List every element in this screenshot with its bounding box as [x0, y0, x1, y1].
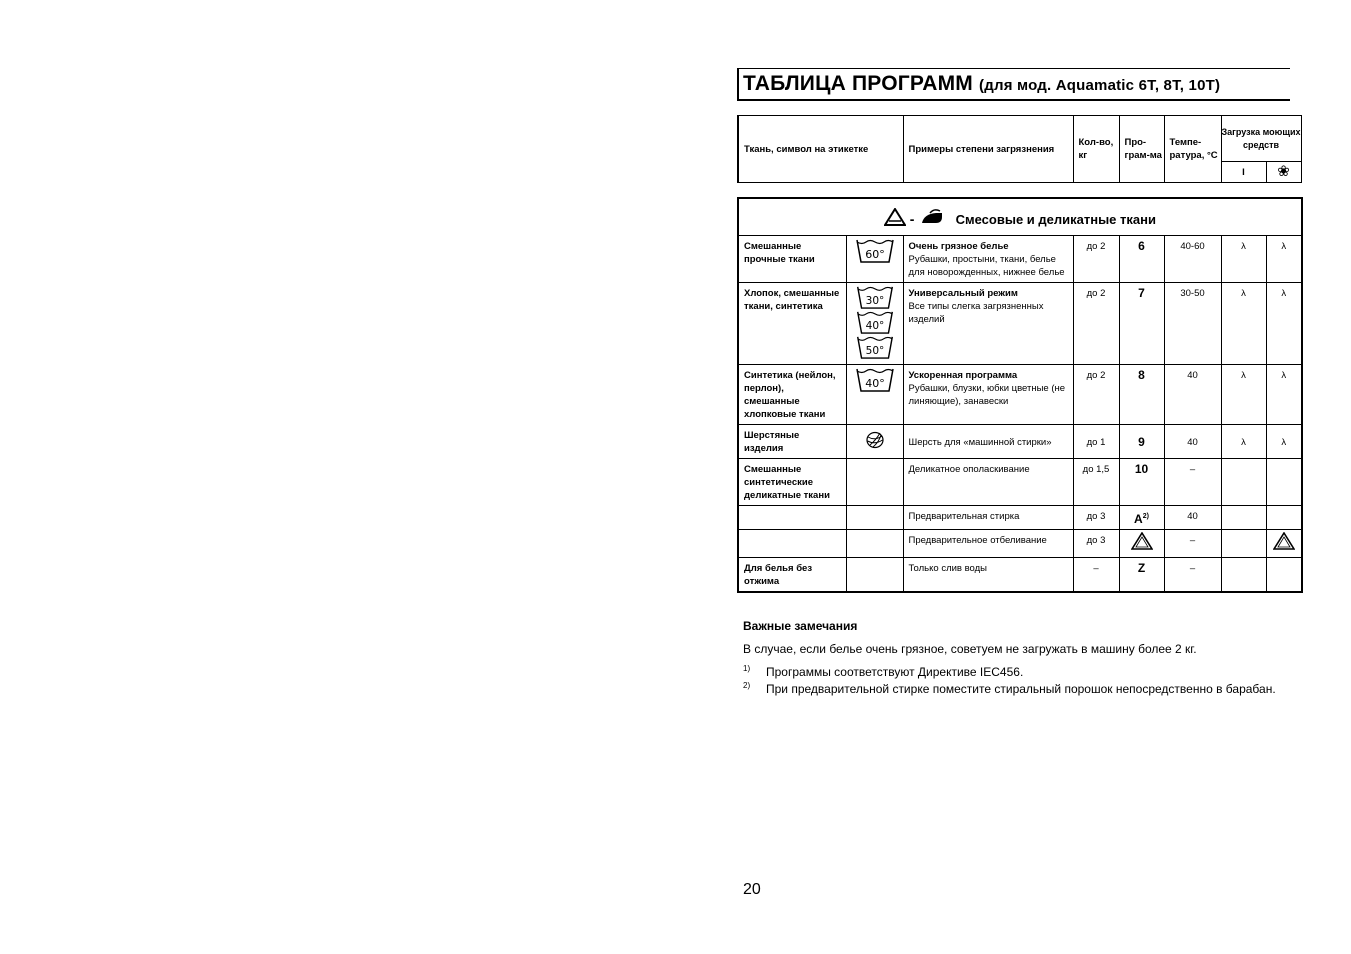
fabric-cell: Хлопок, смешанные ткани, синтетика — [738, 283, 846, 365]
triangle-bleach-icon — [884, 208, 906, 226]
detergent2-cell: λ — [1266, 236, 1302, 283]
qty-cell: – — [1073, 558, 1119, 593]
detergent2-cell — [1266, 558, 1302, 593]
symbol-cell — [846, 558, 903, 593]
table-row — [738, 530, 1302, 558]
symbol-cell — [846, 530, 903, 558]
symbol-cell — [846, 506, 903, 530]
desc-cell — [903, 236, 1073, 283]
notes-title: Важные замечания — [743, 619, 858, 633]
detergent1-cell: λ — [1221, 425, 1266, 459]
washtub-50-icon — [856, 335, 894, 360]
footnote-text: Программы соответствуют Директиве IEC456. — [766, 665, 1024, 679]
program-cell: 9 — [1119, 425, 1164, 459]
symbol-cell — [846, 425, 903, 459]
section-title: Смесовые и деликатные ткани — [955, 212, 1156, 227]
footnote-mark: 1) — [743, 664, 751, 673]
desc-title: Ускоренная программа — [908, 370, 1018, 381]
title-sub: (для мод. Aquamatic 6T, 8T, 10T) — [979, 77, 1221, 94]
temp-cell: 40 — [1164, 365, 1221, 425]
desc-text: Рубашки, простыни, ткани, белье для новорожденных, нижнее белье — [908, 254, 1065, 278]
footnote — [743, 665, 1289, 680]
detergent1-cell — [1221, 530, 1266, 558]
header-detergent: Загрузка моющих средств — [1221, 116, 1301, 162]
detergent1-cell: λ — [1221, 365, 1266, 425]
desc-text: Предварительное отбеливание — [903, 530, 1073, 558]
washtub-temp-label: 40° — [864, 377, 885, 390]
fabric-cell: Смешанные синтетические деликатные ткани — [738, 459, 846, 506]
temp-cell: – — [1164, 558, 1221, 593]
table-row — [738, 425, 1302, 459]
program-cell: 8 — [1119, 365, 1164, 425]
temp-cell: – — [1164, 530, 1221, 558]
qty-cell: до 3 — [1073, 530, 1119, 558]
temp-cell: 40-60 — [1164, 236, 1221, 283]
qty-cell: до 2 — [1073, 365, 1119, 425]
title-box — [737, 68, 1290, 101]
section-row — [738, 198, 1302, 236]
temp-cell: 40 — [1164, 506, 1221, 530]
footnote-mark: 2) — [743, 681, 751, 690]
program-table — [737, 197, 1303, 593]
header-detergent-col2 — [1266, 162, 1301, 183]
symbol-cell — [846, 459, 903, 506]
header-temp: Темпе-ратура, °С — [1164, 116, 1221, 183]
header-fabric: Ткань, символ на этикетке — [738, 116, 903, 183]
desc-text: Деликатное ополаскивание — [903, 459, 1073, 506]
qty-cell: до 1,5 — [1073, 459, 1119, 506]
washtub-40-icon — [856, 310, 894, 335]
washtub-30-icon — [856, 285, 894, 310]
section-header: - Смесовые и деликатные ткани — [738, 198, 1302, 236]
detergent2-cell — [1266, 506, 1302, 530]
desc-text: Шерсть для «машинной стирки» — [903, 425, 1073, 459]
desc-text: Только слив воды — [903, 558, 1073, 593]
detergent2-cell — [1266, 530, 1302, 558]
desc-title: Очень грязное белье — [908, 241, 1009, 252]
fabric-cell: Шерстяные изделия — [738, 425, 846, 459]
desc-text: Все типы слегка загрязненных изделий — [908, 301, 1044, 325]
detergent1-cell: λ — [1221, 283, 1266, 365]
notes-text: В случае, если белье очень грязное, советуем не загружать в машину более 2 кг. — [743, 642, 1197, 656]
header-qty: Кол-во, кг — [1073, 116, 1119, 183]
table-row — [738, 459, 1302, 506]
qty-cell: до 2 — [1073, 236, 1119, 283]
washtub-temp-label: 50° — [865, 345, 884, 358]
detergent1-cell: λ — [1221, 236, 1266, 283]
program-cell: 6 — [1119, 236, 1164, 283]
program-cell: $A^{2)}$ — [1119, 506, 1164, 530]
fabric-cell — [738, 506, 846, 530]
temp-cell: – — [1164, 459, 1221, 506]
table-row — [738, 236, 1302, 283]
program-cell: 7 — [1119, 283, 1164, 365]
detergent2-cell: λ — [1266, 365, 1302, 425]
symbol-cell — [846, 283, 903, 365]
symbol-cell — [846, 236, 903, 283]
qty-cell: до 1 — [1073, 425, 1119, 459]
qty-cell: до 2 — [1073, 283, 1119, 365]
program-cell — [1119, 530, 1164, 558]
fabric-cell: Для белья без отжима — [738, 558, 846, 593]
detergent2-cell: λ — [1266, 283, 1302, 365]
desc-cell — [903, 283, 1073, 365]
symbol-cell — [846, 365, 903, 425]
qty-cell: до 3 — [1073, 506, 1119, 530]
detergent1-cell — [1221, 459, 1266, 506]
washtub-temp-label: 40° — [865, 320, 884, 333]
header-detergent-col1: I — [1221, 162, 1266, 183]
washtub-temp-label: 60° — [864, 248, 885, 261]
page-number: 20 — [743, 881, 761, 898]
flower-icon: ❀ — [1277, 163, 1290, 180]
header-examples: Примеры степени загрязнения — [903, 116, 1073, 183]
header-table — [737, 115, 1302, 183]
fabric-cell: Синтетика (нейлон, перлон), смешанные хлопковые ткани — [738, 365, 846, 425]
table-row — [738, 558, 1302, 593]
desc-title: Универсальный режим — [908, 288, 1018, 299]
wool-ball-icon — [865, 431, 885, 449]
detergent1-cell — [1221, 506, 1266, 530]
table-row — [738, 283, 1302, 365]
table-row — [738, 365, 1302, 425]
detergent1-cell — [1221, 558, 1266, 593]
bleach-triangle-icon — [1131, 532, 1153, 550]
page-title — [743, 72, 1220, 96]
fabric-cell: Смешанные прочные ткани — [738, 236, 846, 283]
temp-cell: 40 — [1164, 425, 1221, 459]
desc-cell — [903, 365, 1073, 425]
desc-text: Рубашки, блузки, юбки цветные (не линяющие), занавески — [908, 383, 1066, 407]
washtub-40-icon — [856, 367, 894, 393]
detergent2-cell — [1266, 459, 1302, 506]
desc-text: Предварительная стирка — [903, 506, 1073, 530]
fabric-cell — [738, 530, 846, 558]
detergent2-cell: λ — [1266, 425, 1302, 459]
washtub-temp-label: 30° — [865, 295, 884, 308]
temp-cell: 30-50 — [1164, 283, 1221, 365]
bleach-triangle-icon — [1273, 532, 1295, 550]
header-program: Про-грам-ма — [1119, 116, 1164, 183]
notes-section — [743, 619, 1289, 699]
iron-icon — [918, 208, 946, 226]
title-main: ТАБЛИЦА ПРОГРАММ — [743, 72, 973, 95]
footnote — [743, 682, 1289, 697]
washtub-60-icon — [856, 238, 894, 264]
program-cell: Z — [1119, 558, 1164, 593]
footnote-text: При предварительной стирке поместите стиральный порошок непосредственно в барабан. — [766, 682, 1276, 696]
table-row — [738, 506, 1302, 530]
program-cell: 10 — [1119, 459, 1164, 506]
